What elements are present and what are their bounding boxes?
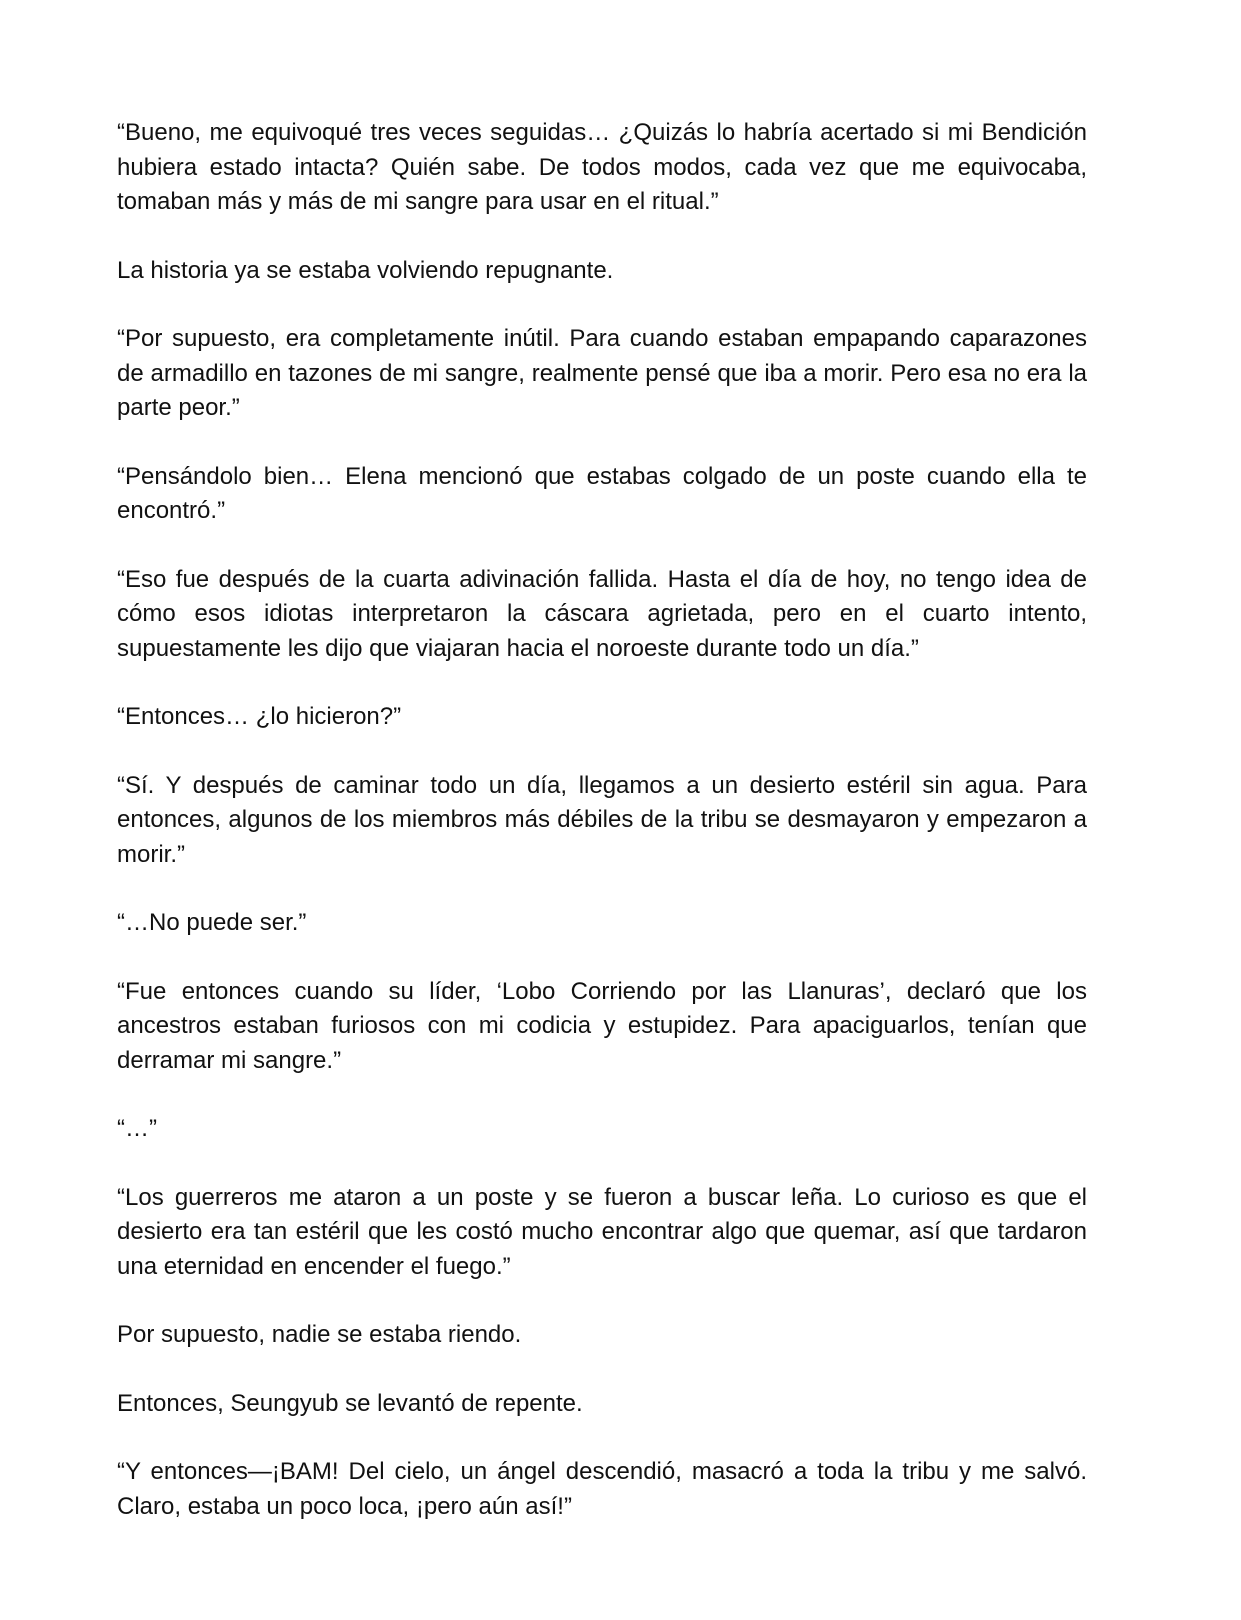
paragraph: La historia ya se estaba volviendo repugnante. [117,256,614,284]
paragraph: “Pensándolo bien… Elena mencionó que estabas colgado de un poste cuando ella te encontró.” [117,462,1087,524]
paragraph: “Eso fue después de la cuarta adivinación fallida. Hasta el día de hoy, no tengo idea de cómo esos idiotas interpretaron la cáscara agrietada, pero en el cuarto intento, supuestamente les dijo que viajaran hacia el noroeste durante todo un día.” [117,565,1087,662]
paragraph: “Los guerreros me ataron a un poste y se fueron a buscar leña. Lo curioso es que el desierto era tan estéril que les costó mucho encontrar algo que quemar, así que tardaron una eternidad en encender el fuego.” [117,1183,1087,1280]
paragraph: “Por supuesto, era completamente inútil. Para cuando estaban empapando caparazones de armadillo en tazones de mi sangre, realmente pensé que iba a morir. Pero esa no era la parte peor.” [117,325,1087,421]
paragraph: “Y entonces—¡BAM! Del cielo, un ángel descendió, masacró a toda la tribu y me salvó. Claro, estaba un poco loca, ¡pero aún así!” [117,1458,1087,1520]
paragraph: Entonces, Seungyub se levantó de repente. [117,1389,583,1417]
paragraph: “…” [117,1115,157,1142]
paragraph: “Sí. Y después de caminar todo un día, llegamos a un desierto estéril sin agua. Para entonces, algunos de los miembros más débiles de la tribu se desmayaron y empezaron a morir.” [117,771,1087,868]
document-body [117,116,1087,1558]
paragraph: “…No puede ser.” [117,909,307,936]
paragraph: “Bueno, me equivoqué tres veces seguidas… ¿Quizás lo habría acertado si mi Bendición hubiera estado intacta? Quién sabe. De todos modos, cada vez que me equivocaba, tomaban más y más de mi sangre para usar en el ritual.” [117,119,1087,215]
paragraph: Por supuesto, nadie se estaba riendo. [117,1321,522,1348]
paragraph: “Entonces… ¿lo hicieron?” [117,703,402,730]
paragraph: “Fue entonces cuando su líder, ‘Lobo Corriendo por las Llanuras’, declaró que los ancestros estaban furiosos con mi codicia y estupidez. Para apaciguarlos, tenían que derramar mi sangre.” [117,977,1087,1074]
